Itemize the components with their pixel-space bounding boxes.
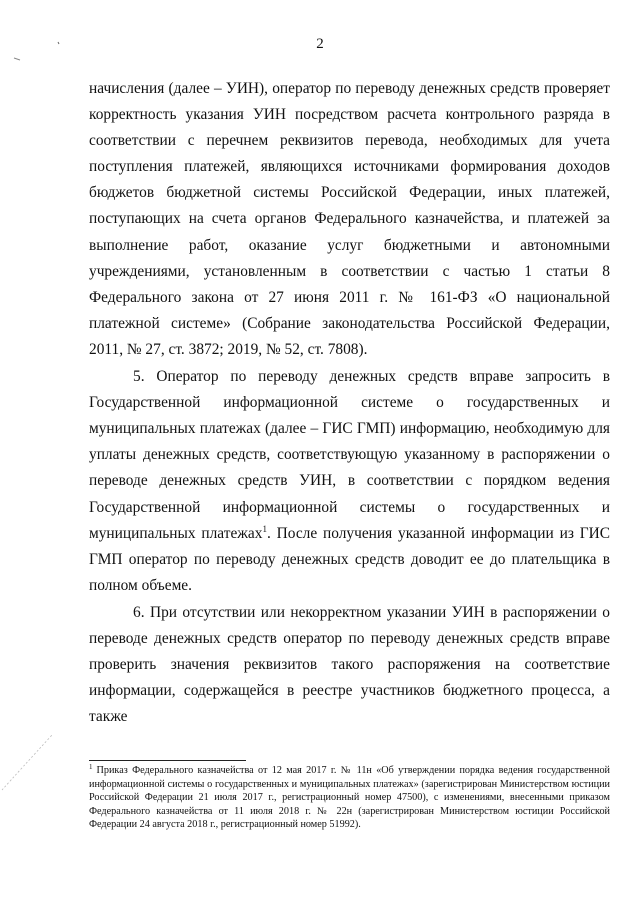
page-number: 2 bbox=[316, 36, 324, 52]
paragraph-text: 5. Оператор по переводу денежных средств вправе запросить в Государственной информационной системе о государственных и муниципальных платежах (далее – ГИС ГМП) информацию, необходимую для уплаты денежных средств, соответствующую указанному в распоряжении о переводе денежных средств УИН, в соответствии с порядком ведения Государственной информационной системы о государственных и муниципальных платежах bbox=[89, 368, 610, 542]
footnote-marker: 1 bbox=[89, 762, 93, 771]
paragraph-continuation: начисления (далее – УИН), оператор по переводу денежных средств проверяет корректность указания УИН посредством расчета контрольного разряда в соответствии с перечнем реквизитов перевода, необходимых для учета поступления платежей, являющихся источниками формирования доходов бюджетов бюджетной системы Российской Федерации, иных платежей, поступающих на счета органов Федерального казначейства, и платежей за выполнение работ, оказание услуг бюджетными и автономными учреждениями, установленным в соответствии с частью 1 статьи 8 Федерального закона от 27 июня 2011 г. № 161-ФЗ «О национальной платежной системе» (Собрание законодательства Российской Федерации, 2011, № 27, ст. 3872; 2019, № 52, ст. 7808). bbox=[89, 80, 610, 358]
footnote-text: Приказ Федерального казначейства от 12 мая 2017 г. № 11н «Об утверждении порядка ведения государственной информационной системы о государственных и муниципальных платежах» (зарегистрирован Министерством юстиции Российской Федерации 21 июля 2017 г., регистрационный номер 47500), с изменениями, внесенными приказом Федерального казначейства от 11 июля 2018 г. № 22н (зарегистрирован Министерством юстиции Российской Федерации 24 августа 2018 г., регистрационный номер 51992). bbox=[89, 765, 610, 831]
footnote bbox=[89, 764, 610, 832]
paragraph-item-5 bbox=[89, 364, 610, 599]
scan-artifact-marks bbox=[0, 0, 60, 905]
body-text bbox=[89, 76, 610, 730]
footnote-reference[interactable]: 1 bbox=[262, 523, 267, 534]
footnote-divider bbox=[89, 760, 246, 761]
paragraph-text: . После получения указанной информации из ГИС ГМП оператор по переводу денежных средств доводит ее до плательщика в полном объеме. bbox=[89, 524, 610, 594]
paragraph-item-6: 6. При отсутствии или некорректном указании УИН в распоряжении о переводе денежных средств оператор по переводу денежных средств вправе проверить значения реквизитов такого распоряжения на соответствие информации, содержащейся в реестре участников бюджетного процесса, а также bbox=[89, 603, 610, 726]
